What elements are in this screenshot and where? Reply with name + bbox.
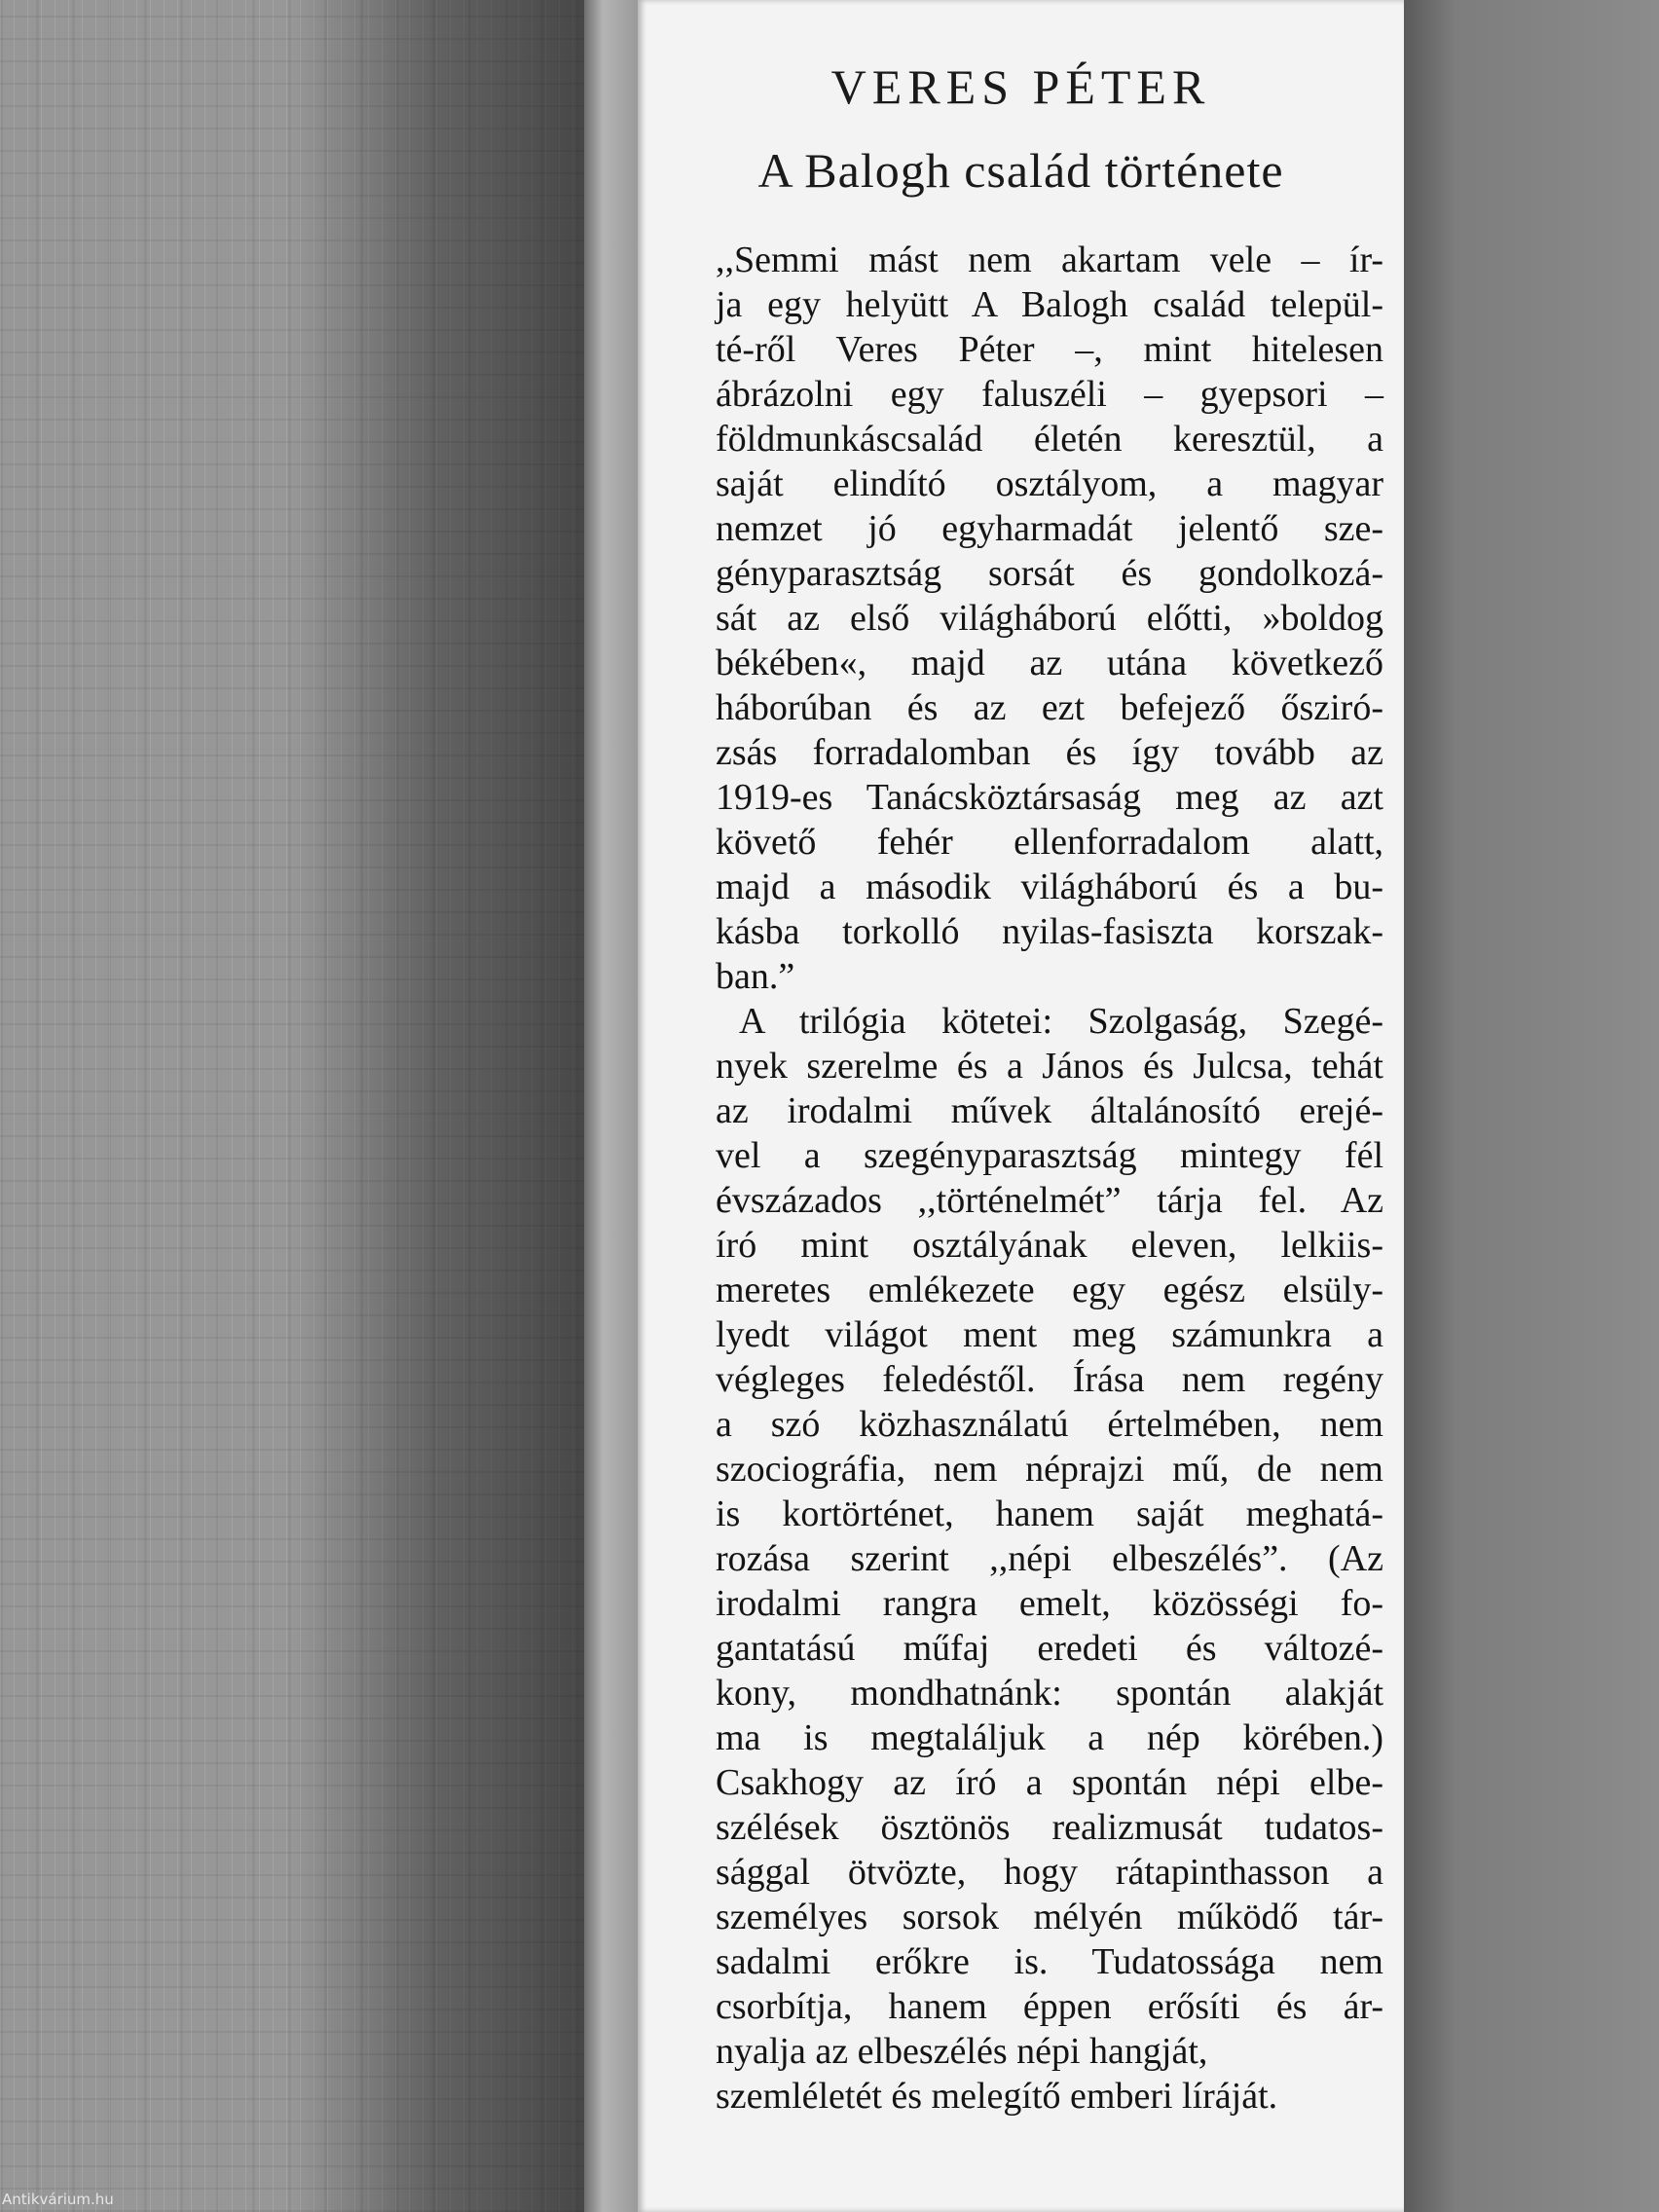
text-line: békében«, majd az utána következő (716, 643, 1383, 683)
text-line: ja egy helyütt A Balogh család települ- (716, 284, 1383, 325)
text-line: gényparasztság sorsát és gondolkozá- (716, 553, 1383, 594)
text-line: végleges feledéstől. Írása nem regény (716, 1359, 1383, 1400)
text-line: földmunkáscsalád életén keresztül, a (716, 419, 1383, 460)
right-background (1404, 0, 1659, 2212)
text-line: ábrázolni egy faluszéli – gyepsori – (716, 374, 1383, 415)
book-title: A Balogh család története (757, 143, 1284, 198)
text-line: ban.” (716, 956, 795, 997)
text-line: háborúban és az ezt befejező ősziró- (716, 687, 1383, 728)
text-line: zsás forradalomban és így tovább az (716, 732, 1383, 773)
text-line: saját elindító osztályom, a magyar (716, 463, 1383, 504)
text-line: meretes emlékezete egy egész elsüly- (716, 1270, 1383, 1310)
text-line: a szó közhasználatú értelmében, nem (716, 1404, 1383, 1445)
text-line: szociográfia, nem néprajzi mű, de nem (716, 1449, 1383, 1490)
text-line: ma is megtaláljuk a nép körében.) (716, 1717, 1383, 1758)
author-name: VERES PÉTER (830, 59, 1211, 114)
text-line: sadalmi erőkre is. Tudatossága nem (716, 1941, 1383, 1982)
text-line: lyedt világot ment meg számunkra a (716, 1314, 1383, 1355)
blurb-text (716, 238, 1383, 2119)
text-line: té-ről Veres Péter –, mint hitelesen (716, 329, 1383, 370)
text-line: csorbítja, hanem éppen erősíti és ár- (716, 1986, 1383, 2027)
board-shadow (292, 0, 604, 2212)
text-line: nyalja az elbeszélés népi hangját, (716, 2031, 1208, 2072)
text-line: kony, mondhatnánk: spontán alakját (716, 1673, 1383, 1714)
text-line: szemléletét és melegítő emberi líráját. (716, 2076, 1278, 2117)
text-line: rozása szerint ,,népi elbeszélés”. (Az (716, 1538, 1383, 1579)
text-line: Csakhogy az író a spontán népi elbe- (716, 1762, 1383, 1803)
text-line: személyes sorsok mélyén működő tár- (716, 1897, 1383, 1937)
book-spine (584, 0, 638, 2212)
text-line: író mint osztályának eleven, lelkiis- (716, 1225, 1383, 1266)
text-line: nemzet jó egyharmadát jelentő sze- (716, 508, 1383, 549)
text-line: évszázados ,,történelmét” tárja fel. Az (716, 1180, 1383, 1221)
text-line: vel a szegényparasztság mintegy fél (716, 1135, 1383, 1176)
text-line: ,,Semmi mást nem akartam vele – ír- (716, 240, 1383, 280)
text-line: is kortörténet, hanem saját meghatá- (716, 1493, 1383, 1534)
text-line: irodalmi rangra emelt, közösségi fo- (716, 1583, 1383, 1624)
text-line: kásba torkolló nyilas-fasiszta korszak- (716, 911, 1383, 952)
text-line: követő fehér ellenforradalom alatt, (716, 822, 1383, 863)
text-line: az irodalmi művek általánosító erejé- (716, 1090, 1383, 1131)
watermark: Antikvárium.hu (2, 2191, 114, 2208)
text-line: nyek szerelme és a János és Julcsa, tehát (716, 1046, 1383, 1087)
text-line: sággal ötvözte, hogy rátapinthasson a (716, 1852, 1383, 1893)
text-line: majd a második világháború és a bu- (716, 866, 1383, 907)
text-line: szélések ösztönös realizmusát tudatos- (716, 1807, 1383, 1848)
text-line: 1919-es Tanácsköztársaság meg az azt (716, 777, 1383, 818)
text-line: A trilógia kötetei: Szolgaság, Szegé- (739, 1001, 1383, 1042)
text-line: sát az első világháború előtti, »boldog (716, 598, 1383, 639)
text-line: gantatású műfaj eredeti és változé- (716, 1628, 1383, 1669)
